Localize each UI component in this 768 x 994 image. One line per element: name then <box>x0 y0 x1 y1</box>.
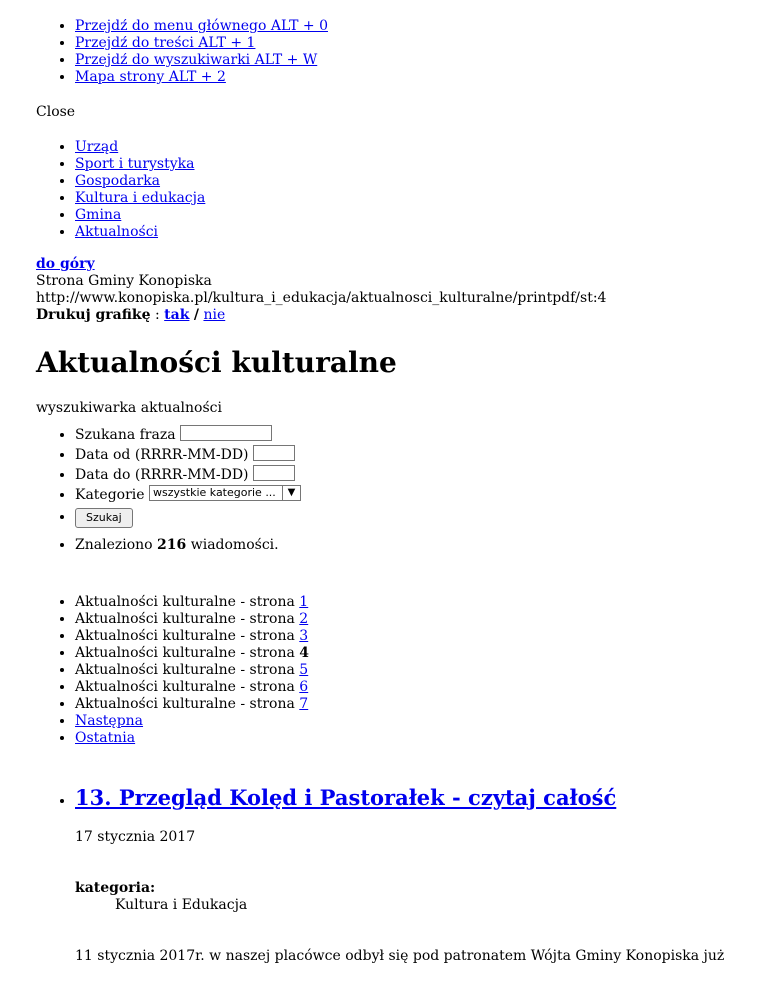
search-phrase-row <box>75 425 732 445</box>
skip-link-item <box>75 52 732 69</box>
print-colon: : <box>155 307 160 323</box>
menu-link-kultura[interactable]: Kultura i edukacja <box>75 190 206 206</box>
pagination-item-label: Aktualności kulturalne - strona <box>75 611 295 627</box>
category-selected-value: wszystkie kategorie ... <box>153 486 276 499</box>
results-number: 216 <box>157 537 187 553</box>
category-select[interactable] <box>149 485 301 501</box>
pagination-item <box>75 645 732 662</box>
article-category-label: kategoria: <box>75 880 156 896</box>
dropdown-arrow-icon: ▼ <box>282 486 300 500</box>
article-category-value: Kultura i Edukacja <box>115 897 248 913</box>
date-to-label: Data do (RRRR-MM-DD) <box>75 467 249 483</box>
pagination-item-label: Aktualności kulturalne - strona <box>75 696 295 712</box>
page-link-3[interactable]: 3 <box>299 628 309 644</box>
pagination-item-label: Aktualności kulturalne - strona <box>75 645 295 661</box>
main-menu-item <box>75 156 732 173</box>
date-from-row <box>75 445 732 465</box>
main-menu-item <box>75 207 732 224</box>
page-title: Aktualności kulturalne <box>36 346 397 379</box>
last-page-link[interactable]: Ostatnia <box>75 730 136 746</box>
pagination-item <box>75 730 732 747</box>
pagination <box>36 594 732 747</box>
results-count-list <box>36 537 732 554</box>
search-phrase-label: Szukana fraza <box>75 427 176 443</box>
print-graphics-label: Drukuj grafikę <box>36 307 151 323</box>
menu-link-gospodarka[interactable]: Gospodarka <box>75 173 161 189</box>
skip-to-search-link[interactable]: Przejdź do wyszukiwarki ALT + W <box>75 52 318 68</box>
page-link-1[interactable]: 1 <box>299 594 309 610</box>
menu-link-urzad[interactable]: Urząd <box>75 139 119 155</box>
print-graphics-line <box>36 307 732 324</box>
main-menu-item <box>75 190 732 207</box>
page-link-7[interactable]: 7 <box>299 696 309 712</box>
results-prefix: Znaleziono <box>75 537 153 553</box>
skip-to-main-menu-link[interactable]: Przejdź do menu głównego ALT + 0 <box>75 18 328 34</box>
skip-link-item <box>75 35 732 52</box>
page-link-2[interactable]: 2 <box>299 611 309 627</box>
next-page-link[interactable]: Następna <box>75 713 144 729</box>
main-menu-item <box>75 224 732 241</box>
results-suffix: wiadomości. <box>190 537 279 553</box>
pagination-item <box>75 594 732 611</box>
search-phrase-input[interactable] <box>180 425 272 441</box>
date-from-label: Data od (RRRR-MM-DD) <box>75 447 249 463</box>
pagination-item <box>75 628 732 645</box>
main-menu-item <box>75 173 732 190</box>
main-menu <box>36 139 732 241</box>
pagination-item <box>75 696 732 713</box>
skip-link-item <box>75 69 732 86</box>
pagination-item-label: Aktualności kulturalne - strona <box>75 594 295 610</box>
date-to-input[interactable] <box>253 465 295 481</box>
article-item <box>75 785 732 965</box>
article-date: 17 stycznia 2017 <box>75 829 196 845</box>
category-label: Kategorie <box>75 487 145 503</box>
back-to-top-link[interactable]: do góry <box>36 256 95 272</box>
date-from-input[interactable] <box>253 445 295 461</box>
pagination-item-label: Aktualności kulturalne - strona <box>75 628 295 644</box>
page-url: http://www.konopiska.pl/kultura_i_edukacja/aktualnosci_kulturalne/printpdf/st:4 <box>36 290 607 306</box>
sitemap-link[interactable]: Mapa strony ALT + 2 <box>75 69 226 85</box>
article-title-link[interactable]: 13. Przegląd Kolęd i Pastorałek - czytaj całość <box>75 785 617 810</box>
menu-link-aktualnosci[interactable]: Aktualności <box>75 224 159 240</box>
current-page-number: 4 <box>299 645 310 661</box>
skip-links <box>36 18 732 86</box>
page-link-6[interactable]: 6 <box>299 679 309 695</box>
search-submit-button[interactable]: Szukaj <box>75 508 133 528</box>
article-excerpt: 11 stycznia 2017r. w naszej placówce odbył się pod patronatem Wójta Gminy Konopiska już <box>75 948 725 964</box>
close-label[interactable]: Close <box>36 104 76 120</box>
print-separator: / <box>193 307 199 323</box>
pagination-item-label: Aktualności kulturalne - strona <box>75 662 295 678</box>
search-title: wyszukiwarka aktualności <box>36 400 222 416</box>
category-row <box>75 485 732 505</box>
pagination-item-label: Aktualności kulturalne - strona <box>75 679 295 695</box>
pagination-item <box>75 679 732 696</box>
submit-row <box>75 505 732 525</box>
menu-link-gmina[interactable]: Gmina <box>75 207 122 223</box>
page-link-5[interactable]: 5 <box>299 662 309 678</box>
site-name: Strona Gminy Konopiska <box>36 273 212 289</box>
skip-to-content-link[interactable]: Przejdź do treści ALT + 1 <box>75 35 256 51</box>
article-list <box>36 785 732 965</box>
pagination-item <box>75 713 732 730</box>
pagination-item <box>75 611 732 628</box>
menu-link-sport[interactable]: Sport i turystyka <box>75 156 195 172</box>
print-yes-link[interactable]: tak <box>164 307 190 323</box>
main-menu-item <box>75 139 732 156</box>
results-count <box>75 537 732 554</box>
date-to-row <box>75 465 732 485</box>
print-no-link[interactable]: nie <box>203 307 226 323</box>
pagination-item <box>75 662 732 679</box>
skip-link-item <box>75 18 732 35</box>
search-form <box>36 425 732 525</box>
